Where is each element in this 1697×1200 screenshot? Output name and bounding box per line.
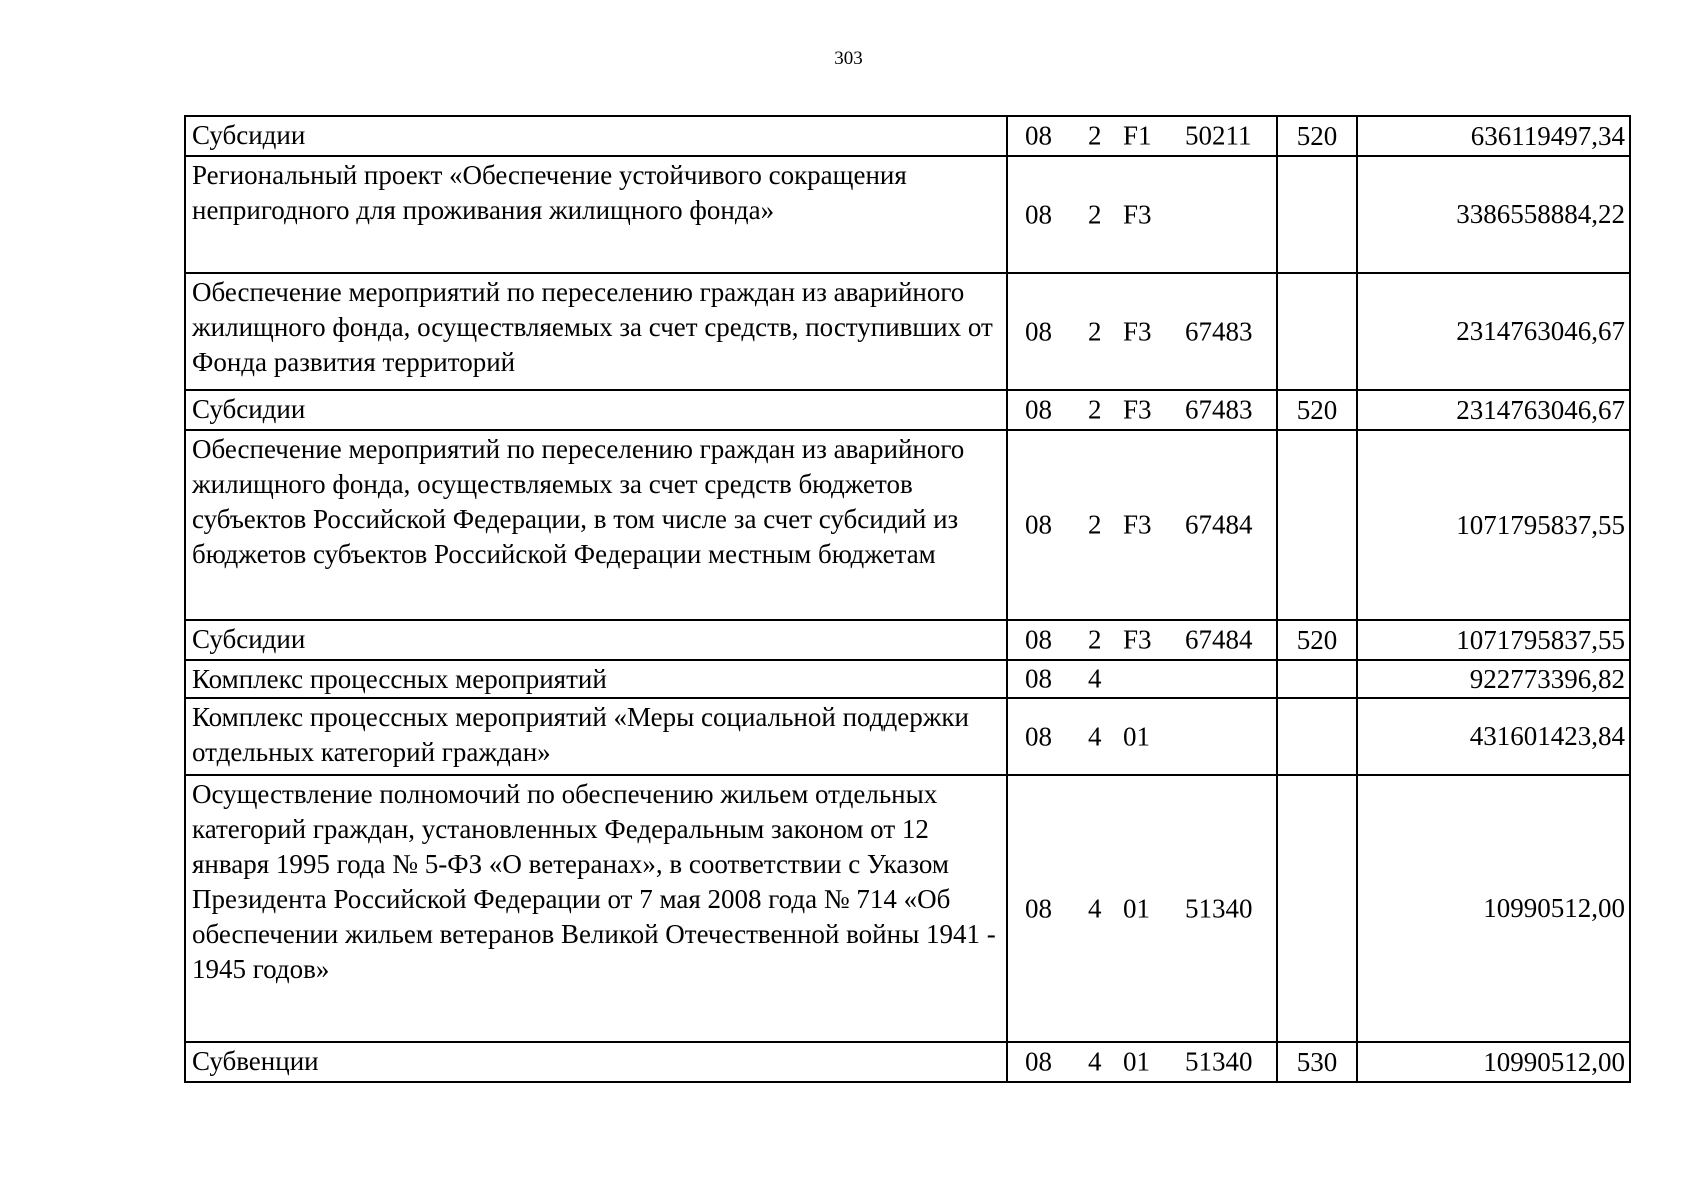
row-name: Субсидии — [185, 390, 1007, 430]
budget-table — [184, 115, 1631, 1083]
code-section: 08 — [1025, 893, 1052, 923]
row-amount: 1071795837,55 — [1357, 430, 1630, 620]
row-name: Обеспечение мероприятий по переселению граждан из аварийного жилищного фонда, осуществляемых за счет средств, поступивших от Фонда развития территорий — [185, 273, 1007, 390]
code-program: 4 — [1088, 721, 1102, 751]
row-amount: 1071795837,55 — [1357, 620, 1630, 660]
code-subprogram: F3 — [1123, 624, 1152, 655]
code-direction: 50211 — [1185, 120, 1252, 151]
table-row — [185, 698, 1630, 775]
table-row — [185, 390, 1630, 430]
row-amount: 10990512,00 — [1357, 775, 1630, 1042]
row-name: Субвенции — [185, 1042, 1007, 1082]
row-codes — [1007, 273, 1277, 390]
row-codes — [1007, 1042, 1277, 1082]
code-direction: 67484 — [1185, 624, 1253, 655]
row-codes — [1007, 156, 1277, 273]
row-amount: 3386558884,22 — [1357, 156, 1630, 273]
code-subprogram: F3 — [1123, 509, 1152, 540]
table-row — [185, 775, 1630, 1042]
row-expense-type: 530 — [1277, 1042, 1357, 1082]
row-codes — [1007, 660, 1277, 698]
code-subprogram: 01 — [1123, 721, 1150, 751]
code-section: 08 — [1025, 394, 1052, 425]
row-codes — [1007, 775, 1277, 1042]
row-name: Субсидии — [185, 116, 1007, 156]
table-row — [185, 116, 1630, 156]
code-program: 2 — [1088, 120, 1102, 151]
table-row — [185, 620, 1630, 660]
row-name: Субсидии — [185, 620, 1007, 660]
row-expense-type — [1277, 775, 1357, 1042]
row-codes — [1007, 390, 1277, 430]
table-row — [185, 1042, 1630, 1082]
code-subprogram: F1 — [1123, 120, 1152, 151]
row-codes — [1007, 698, 1277, 775]
row-expense-type — [1277, 430, 1357, 620]
row-amount: 636119497,34 — [1357, 116, 1630, 156]
code-direction: 67484 — [1185, 509, 1253, 540]
code-section: 08 — [1025, 721, 1052, 751]
row-codes — [1007, 620, 1277, 660]
code-subprogram: F3 — [1123, 199, 1152, 229]
row-name: Региональный проект «Обеспечение устойчивого сокращения непригодного для проживания жилищного фонда» — [185, 156, 1007, 273]
table-row — [185, 156, 1630, 273]
code-program: 2 — [1088, 624, 1102, 655]
code-direction: 67483 — [1185, 394, 1253, 425]
row-expense-type: 520 — [1277, 116, 1357, 156]
code-section: 08 — [1025, 1046, 1052, 1077]
code-program: 2 — [1088, 199, 1102, 229]
table-row — [185, 430, 1630, 620]
code-program: 2 — [1088, 316, 1102, 346]
row-amount: 2314763046,67 — [1357, 273, 1630, 390]
row-amount: 922773396,82 — [1357, 660, 1630, 698]
row-name: Комплекс процессных мероприятий «Меры социальной поддержки отдельных категорий граждан» — [185, 698, 1007, 775]
row-codes — [1007, 116, 1277, 156]
row-expense-type: 520 — [1277, 620, 1357, 660]
code-section: 08 — [1025, 624, 1052, 655]
row-name: Обеспечение мероприятий по переселению граждан из аварийного жилищного фонда, осуществляемых за счет средств бюджетов субъектов Российской Федерации, в том числе за счет субсидий из бюджетов субъектов Российской Федерации местным бюджетам — [185, 430, 1007, 620]
row-expense-type — [1277, 273, 1357, 390]
row-expense-type — [1277, 156, 1357, 273]
code-direction: 51340 — [1185, 893, 1253, 923]
table-row — [185, 660, 1630, 698]
code-direction: 67483 — [1185, 316, 1253, 346]
code-direction: 51340 — [1185, 1046, 1253, 1077]
row-amount: 10990512,00 — [1357, 1042, 1630, 1082]
code-program: 4 — [1088, 893, 1102, 923]
row-name: Осуществление полномочий по обеспечению жильем отдельных категорий граждан, установленных Федеральным законом от 12 января 1995 года № 5-ФЗ «О ветеранах», в соответствии с Указом Президента Российской Федерации от 7 мая 2008 года № 714 «Об обеспечении жильем ветеранов Великой Отечественной войны 1941 - 1945 годов» — [185, 775, 1007, 1042]
code-section: 08 — [1025, 509, 1052, 540]
code-subprogram: F3 — [1123, 394, 1152, 425]
row-amount: 431601423,84 — [1357, 698, 1630, 775]
table-row — [185, 273, 1630, 390]
row-name: Комплекс процессных мероприятий — [185, 660, 1007, 698]
code-program: 2 — [1088, 394, 1102, 425]
code-section: 08 — [1025, 316, 1052, 346]
code-program: 4 — [1088, 663, 1102, 694]
code-program: 2 — [1088, 509, 1102, 540]
code-program: 4 — [1088, 1046, 1102, 1077]
code-section: 08 — [1025, 663, 1052, 694]
row-expense-type — [1277, 660, 1357, 698]
code-section: 08 — [1025, 120, 1052, 151]
code-section: 08 — [1025, 199, 1052, 229]
code-subprogram: F3 — [1123, 316, 1152, 346]
code-subprogram: 01 — [1123, 893, 1150, 923]
row-expense-type — [1277, 698, 1357, 775]
row-amount: 2314763046,67 — [1357, 390, 1630, 430]
page-number: 303 — [834, 48, 863, 69]
code-subprogram: 01 — [1123, 1046, 1150, 1077]
row-codes — [1007, 430, 1277, 620]
row-expense-type: 520 — [1277, 390, 1357, 430]
